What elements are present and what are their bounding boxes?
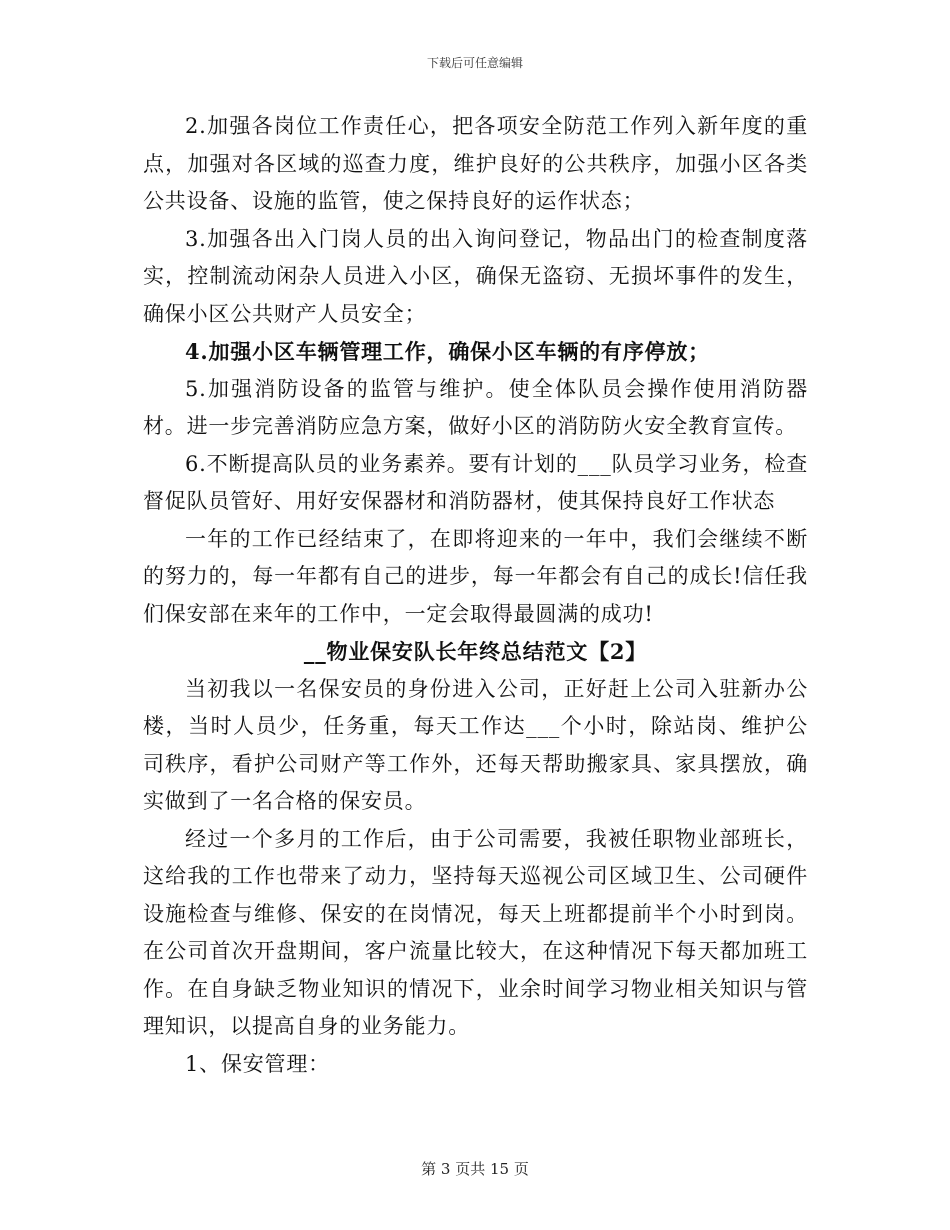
paragraph-item-3: 3.加强各出入门岗人员的出入询问登记，物品出门的检查制度落实，控制流动闲杂人员进入小区，确保无盗窃、无损坏事件的发生，确保小区公共财产人员安全； [143, 226, 808, 326]
paragraph-item-2: 2.加强各岗位工作责任心，把各项安全防范工作列入新年度的重点，加强对各区域的巡查力度，维护良好的公共秩序，加强小区各类公共设备、设施的监管，使之保持良好的运作状态； [143, 114, 808, 213]
paragraph-intro: 当初我以一名保安员的身份进入公司，正好赶上公司入驻新办公楼，当时人员少，任务重，每天工作达___个小时，除站岗、维护公司秩序，看护公司财产等工作外，还每天帮助搬家具、家具摆放，确实做到了一名合格的保安员。 [143, 676, 808, 813]
document-body [143, 108, 808, 1083]
paragraph-item-4: 4.加强小区车辆管理工作，确保小区车辆的有序停放； [185, 339, 710, 364]
page-footer: 第 3 页共 15 页 [421, 1160, 529, 1178]
paragraph-conclusion: 一年的工作已经结束了，在即将迎来的一年中，我们会继续不断的努力的，每一年都有自己的进步，每一年都会有自己的成长!信任我们保安部在来年的工作中，一定会取得最圆满的成功! [143, 526, 808, 626]
page-header: 下载后可任意编辑 [426, 56, 523, 70]
paragraph-item-6: 6.不断提高队员的业务素养。要有计划的___队员学习业务，检查督促队员管好、用好安保器材和消防器材，使其保持良好工作状态 [143, 451, 808, 513]
paragraph-item-5: 5.加强消防设备的监管与维护。使全体队员会操作使用消防器材。进一步完善消防应急方案，做好小区的消防防火安全教育宣传。 [143, 376, 808, 438]
subheading-security-management: 1、保安管理： [185, 1051, 330, 1076]
paragraph-experience: 经过一个多月的工作后，由于公司需要，我被任职物业部班长，这给我的工作也带来了动力，坚持每天巡视公司区域卫生、公司硬件设施检查与维修、保安的在岗情况，每天上班都提前半个小时到岗。在公司首次开盘期间，客户流量比较大，在这种情况下每天都加班工作。在自身缺乏物业知识的情况下，业余时间学习物业相关知识与管理知识，以提高自身的业务能力。 [143, 826, 808, 1038]
section-title: __物业保安队长年终总结范文【2】 [303, 639, 648, 664]
